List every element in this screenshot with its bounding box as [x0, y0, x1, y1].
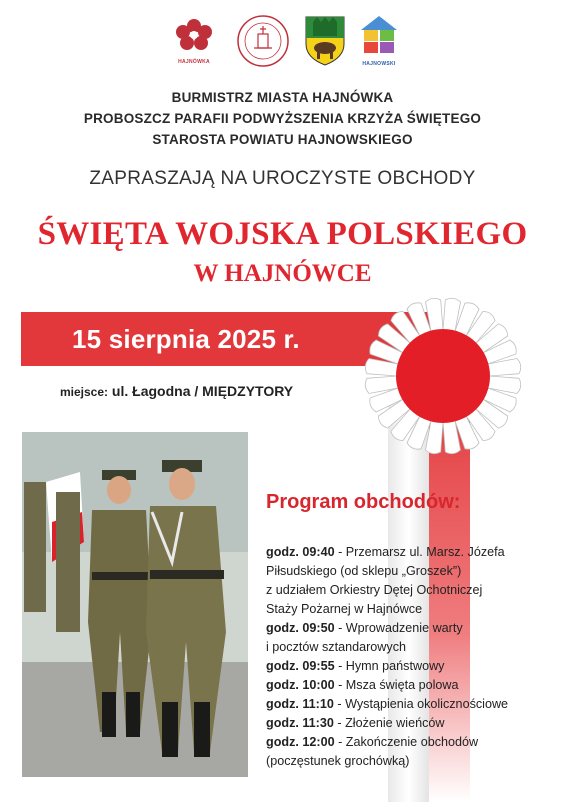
program-time: godz. 12:00: [266, 735, 335, 749]
hajnowka-logo-caption: HAJNÓWKA: [178, 59, 210, 65]
program-item: [266, 714, 556, 733]
program-item: [266, 733, 556, 752]
program-text: - Przemarsz ul. Marsz. Józefa: [334, 545, 505, 559]
bison-coat-of-arms: [303, 14, 347, 71]
program-time: godz. 09:55: [266, 659, 335, 673]
program-text: i pocztów sztandarowych: [266, 640, 406, 654]
program-text: (poczęstunek grochówką): [266, 754, 410, 768]
program-title: Program obchodów:: [266, 491, 461, 513]
parish-seal-icon: [236, 14, 290, 68]
program-text: - Wprowadzenie warty: [334, 621, 463, 635]
event-subtitle: W HAJNÓWCE: [193, 260, 372, 287]
powiat-house-icon: [359, 14, 399, 56]
program-text: - Msza święta polowa: [334, 678, 459, 692]
hajnowka-flower-icon: [165, 14, 223, 54]
program-item: [266, 695, 556, 714]
program-text: z udziałem Orkiestry Dętej Ochotniczej: [266, 583, 483, 597]
program-item: [266, 676, 556, 695]
program-list: [266, 543, 556, 771]
program-text: Staży Pożarnej w Hajnówce: [266, 602, 423, 616]
program-item: [266, 638, 556, 657]
program-text: - Zakończenie obchodów: [334, 735, 479, 749]
organizer-mayor: BURMISTRZ MIASTA HAJNÓWKA: [171, 90, 394, 105]
logo-row: [0, 14, 565, 76]
event-title: ŚWIĘTA WOJSKA POLSKIEGO: [37, 216, 528, 252]
event-date: 15 sierpnia 2025 r.: [72, 324, 300, 354]
program-time: godz. 11:10: [266, 697, 334, 711]
invitation-text: ZAPRASZAJĄ NA UROCZYSTE OBCHODY: [89, 168, 476, 189]
program-item: [266, 581, 556, 600]
event-location: [60, 383, 293, 399]
program-item: [266, 752, 556, 771]
program-text: Piłsudskiego (od sklepu „Groszek”): [266, 564, 462, 578]
program-item: [266, 619, 556, 638]
parish-seal-logo: [236, 14, 290, 73]
program-text: - Hymn państwowy: [334, 659, 445, 673]
program-item: [266, 562, 556, 581]
program-item: [266, 600, 556, 619]
location-label: miejsce:: [60, 385, 109, 399]
program-time: godz. 09:40: [266, 545, 335, 559]
kokarda-rosette-icon: [363, 296, 523, 456]
program-item: [266, 657, 556, 676]
powiat-logo-caption: HAJNOWSKI: [362, 61, 396, 67]
bison-shield-icon: [303, 14, 347, 66]
program-time: godz. 10:00: [266, 678, 335, 692]
soldiers-parade-photo: [22, 432, 248, 777]
program-time: godz. 09:50: [266, 621, 335, 635]
program-text: - Złożenie wieńców: [333, 716, 445, 730]
program-time: godz. 11:30: [266, 716, 334, 730]
program-text: - Wystąpienia okolicznościowe: [333, 697, 509, 711]
program-item: [266, 543, 556, 562]
hajnowka-logo: [165, 14, 223, 65]
location-value: ul. Łagodna / MIĘDZYTORY: [111, 383, 294, 399]
organizer-parish-priest: PROBOSZCZ PARAFII PODWYŻSZENIA KRZYŻA ŚWIĘTEGO: [83, 111, 482, 126]
powiat-hajnowski-logo: [359, 14, 399, 67]
organizer-starosta: STAROSTA POWIATU HAJNOWSKIEGO: [152, 132, 413, 147]
